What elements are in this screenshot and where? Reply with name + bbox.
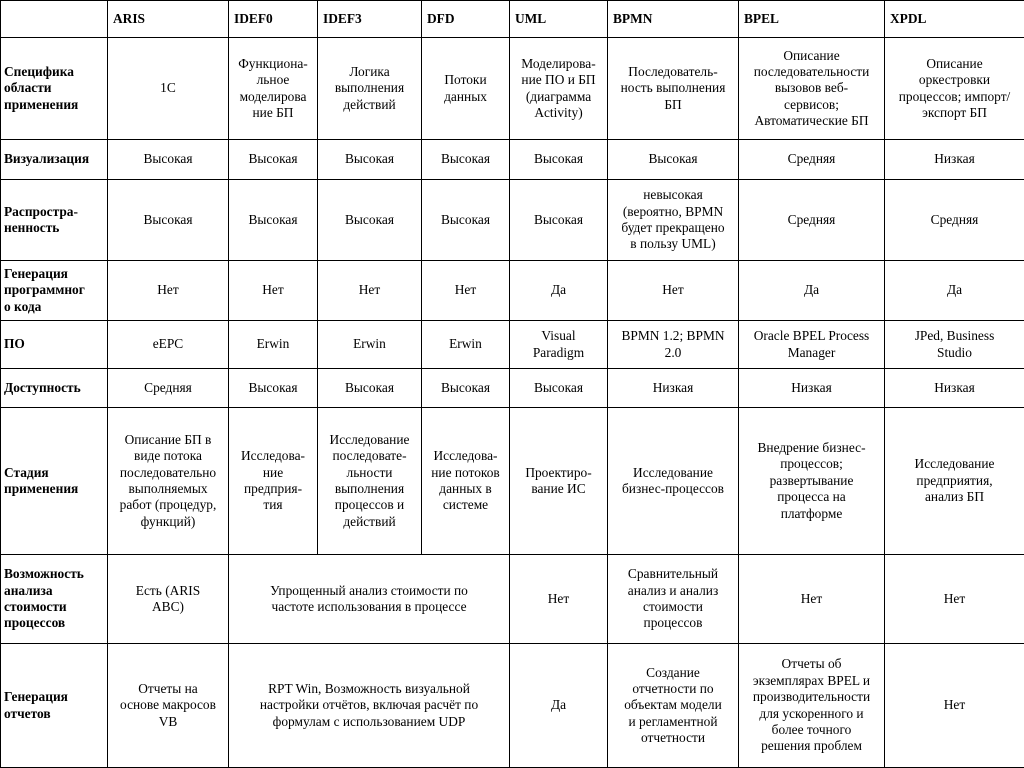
- cell-specifics-bpmn: Последователь- ность выполнения БП: [608, 38, 739, 140]
- cell-software-xpdl: JPed, Business Studio: [885, 321, 1024, 369]
- cell-visualization-dfd: Высокая: [422, 140, 510, 180]
- cell-stage-dfd: Исследова- ние потоков данных в системе: [422, 408, 510, 555]
- cell-stage-idef3: Исследование последовате- льности выполнения процессов и действий: [318, 408, 422, 555]
- cell-cost-idef-dfd: Упрощенный анализ стоимости по частоте использования в процессе: [229, 555, 510, 644]
- cell-specifics-bpel: Описание последовательности вызовов веб- сервисов; Автоматические БП: [739, 38, 885, 140]
- column-header-dfd: DFD: [422, 1, 510, 38]
- cell-specifics-idef3: Логика выполнения действий: [318, 38, 422, 140]
- cell-reports-idef-dfd: RPT Win, Возможность визуальной настройки отчётов, включая расчёт по формулам с использованием UDP: [229, 644, 510, 768]
- row-label-reports: Генерация отчетов: [1, 644, 108, 768]
- cell-codegen-uml: Да: [510, 261, 608, 321]
- row-software: [1, 321, 1024, 369]
- cell-stage-aris: Описание БП в виде потока последовательно выполняемых работ (процедур, функций): [108, 408, 229, 555]
- cell-codegen-xpdl: Да: [885, 261, 1024, 321]
- cell-codegen-aris: Нет: [108, 261, 229, 321]
- cell-specifics-xpdl: Описание оркестровки процессов; импорт/ экспорт БП: [885, 38, 1024, 140]
- cell-cost-bpel: Нет: [739, 555, 885, 644]
- row-label-availability: Доступность: [1, 369, 108, 408]
- cell-visualization-xpdl: Низкая: [885, 140, 1024, 180]
- cell-software-bpel: Oracle BPEL Process Manager: [739, 321, 885, 369]
- row-specifics: [1, 38, 1024, 140]
- cell-availability-idef3: Высокая: [318, 369, 422, 408]
- cell-prevalence-aris: Высокая: [108, 180, 229, 261]
- row-label-visualization: Визуализация: [1, 140, 108, 180]
- row-label-prevalence: Распростра- ненность: [1, 180, 108, 261]
- cell-stage-uml: Проектиро- вание ИС: [510, 408, 608, 555]
- cell-visualization-uml: Высокая: [510, 140, 608, 180]
- cell-availability-xpdl: Низкая: [885, 369, 1024, 408]
- column-header-xpdl: XPDL: [885, 1, 1024, 38]
- cell-specifics-dfd: Потоки данных: [422, 38, 510, 140]
- row-label-stage: Стадия применения: [1, 408, 108, 555]
- cell-codegen-bpmn: Нет: [608, 261, 739, 321]
- cell-availability-aris: Средняя: [108, 369, 229, 408]
- cell-reports-bpmn: Создание отчетности по объектам модели и регламентной отчетности: [608, 644, 739, 768]
- cell-visualization-bpmn: Высокая: [608, 140, 739, 180]
- cell-specifics-idef0: Функциона- льное моделирова ние БП: [229, 38, 318, 140]
- row-codegen: [1, 261, 1024, 321]
- cell-reports-uml: Да: [510, 644, 608, 768]
- row-label-codegen: Генерация программног о кода: [1, 261, 108, 321]
- cell-prevalence-idef3: Высокая: [318, 180, 422, 261]
- row-reports: [1, 644, 1024, 768]
- cell-cost-bpmn: Сравнительный анализ и анализ стоимости процессов: [608, 555, 739, 644]
- row-stage: [1, 408, 1024, 555]
- row-label-software: ПО: [1, 321, 108, 369]
- cell-availability-bpmn: Низкая: [608, 369, 739, 408]
- cell-visualization-idef3: Высокая: [318, 140, 422, 180]
- cell-software-bpmn: BPMN 1.2; BPMN 2.0: [608, 321, 739, 369]
- column-header-uml: UML: [510, 1, 608, 38]
- cell-codegen-bpel: Да: [739, 261, 885, 321]
- cell-prevalence-idef0: Высокая: [229, 180, 318, 261]
- cell-availability-uml: Высокая: [510, 369, 608, 408]
- cell-software-dfd: Erwin: [422, 321, 510, 369]
- cell-reports-aris: Отчеты на основе макросов VB: [108, 644, 229, 768]
- cell-stage-bpmn: Исследование бизнес-процессов: [608, 408, 739, 555]
- cell-visualization-bpel: Средняя: [739, 140, 885, 180]
- cell-cost-aris: Есть (ARIS ABC): [108, 555, 229, 644]
- cell-specifics-aris: 1С: [108, 38, 229, 140]
- row-visualization: [1, 140, 1024, 180]
- row-availability: [1, 369, 1024, 408]
- column-header-bpmn: BPMN: [608, 1, 739, 38]
- cell-availability-dfd: Высокая: [422, 369, 510, 408]
- cell-specifics-uml: Моделирова- ние ПО и БП (диаграмма Activity): [510, 38, 608, 140]
- column-header-idef3: IDEF3: [318, 1, 422, 38]
- cell-software-aris: eEPC: [108, 321, 229, 369]
- cell-reports-bpel: Отчеты об экземплярах BPEL и производительности для ускоренного и более точного решения проблем: [739, 644, 885, 768]
- cell-visualization-idef0: Высокая: [229, 140, 318, 180]
- row-cost-analysis: [1, 555, 1024, 644]
- cell-reports-xpdl: Нет: [885, 644, 1024, 768]
- cell-prevalence-bpmn: невысокая (вероятно, BPMN будет прекращено в пользу UML): [608, 180, 739, 261]
- cell-codegen-idef3: Нет: [318, 261, 422, 321]
- cell-codegen-dfd: Нет: [422, 261, 510, 321]
- cell-cost-xpdl: Нет: [885, 555, 1024, 644]
- cell-software-idef0: Erwin: [229, 321, 318, 369]
- cell-visualization-aris: Высокая: [108, 140, 229, 180]
- row-label-specifics: Специфика области применения: [1, 38, 108, 140]
- cell-prevalence-uml: Высокая: [510, 180, 608, 261]
- row-label-cost-analysis: Возможность анализа стоимости процессов: [1, 555, 108, 644]
- cell-codegen-idef0: Нет: [229, 261, 318, 321]
- cell-software-uml: Visual Paradigm: [510, 321, 608, 369]
- cell-stage-xpdl: Исследование предприятия, анализ БП: [885, 408, 1024, 555]
- cell-prevalence-bpel: Средняя: [739, 180, 885, 261]
- header-row: [1, 1, 1024, 38]
- corner-cell: [1, 1, 108, 38]
- cell-software-idef3: Erwin: [318, 321, 422, 369]
- cell-stage-idef0: Исследова- ние предприя- тия: [229, 408, 318, 555]
- column-header-idef0: IDEF0: [229, 1, 318, 38]
- row-prevalence: [1, 180, 1024, 261]
- cell-cost-uml: Нет: [510, 555, 608, 644]
- column-header-aris: ARIS: [108, 1, 229, 38]
- cell-prevalence-xpdl: Средняя: [885, 180, 1024, 261]
- cell-stage-bpel: Внедрение бизнес- процессов; развертывание процесса на платформе: [739, 408, 885, 555]
- cell-prevalence-dfd: Высокая: [422, 180, 510, 261]
- column-header-bpel: BPEL: [739, 1, 885, 38]
- cell-availability-bpel: Низкая: [739, 369, 885, 408]
- cell-availability-idef0: Высокая: [229, 369, 318, 408]
